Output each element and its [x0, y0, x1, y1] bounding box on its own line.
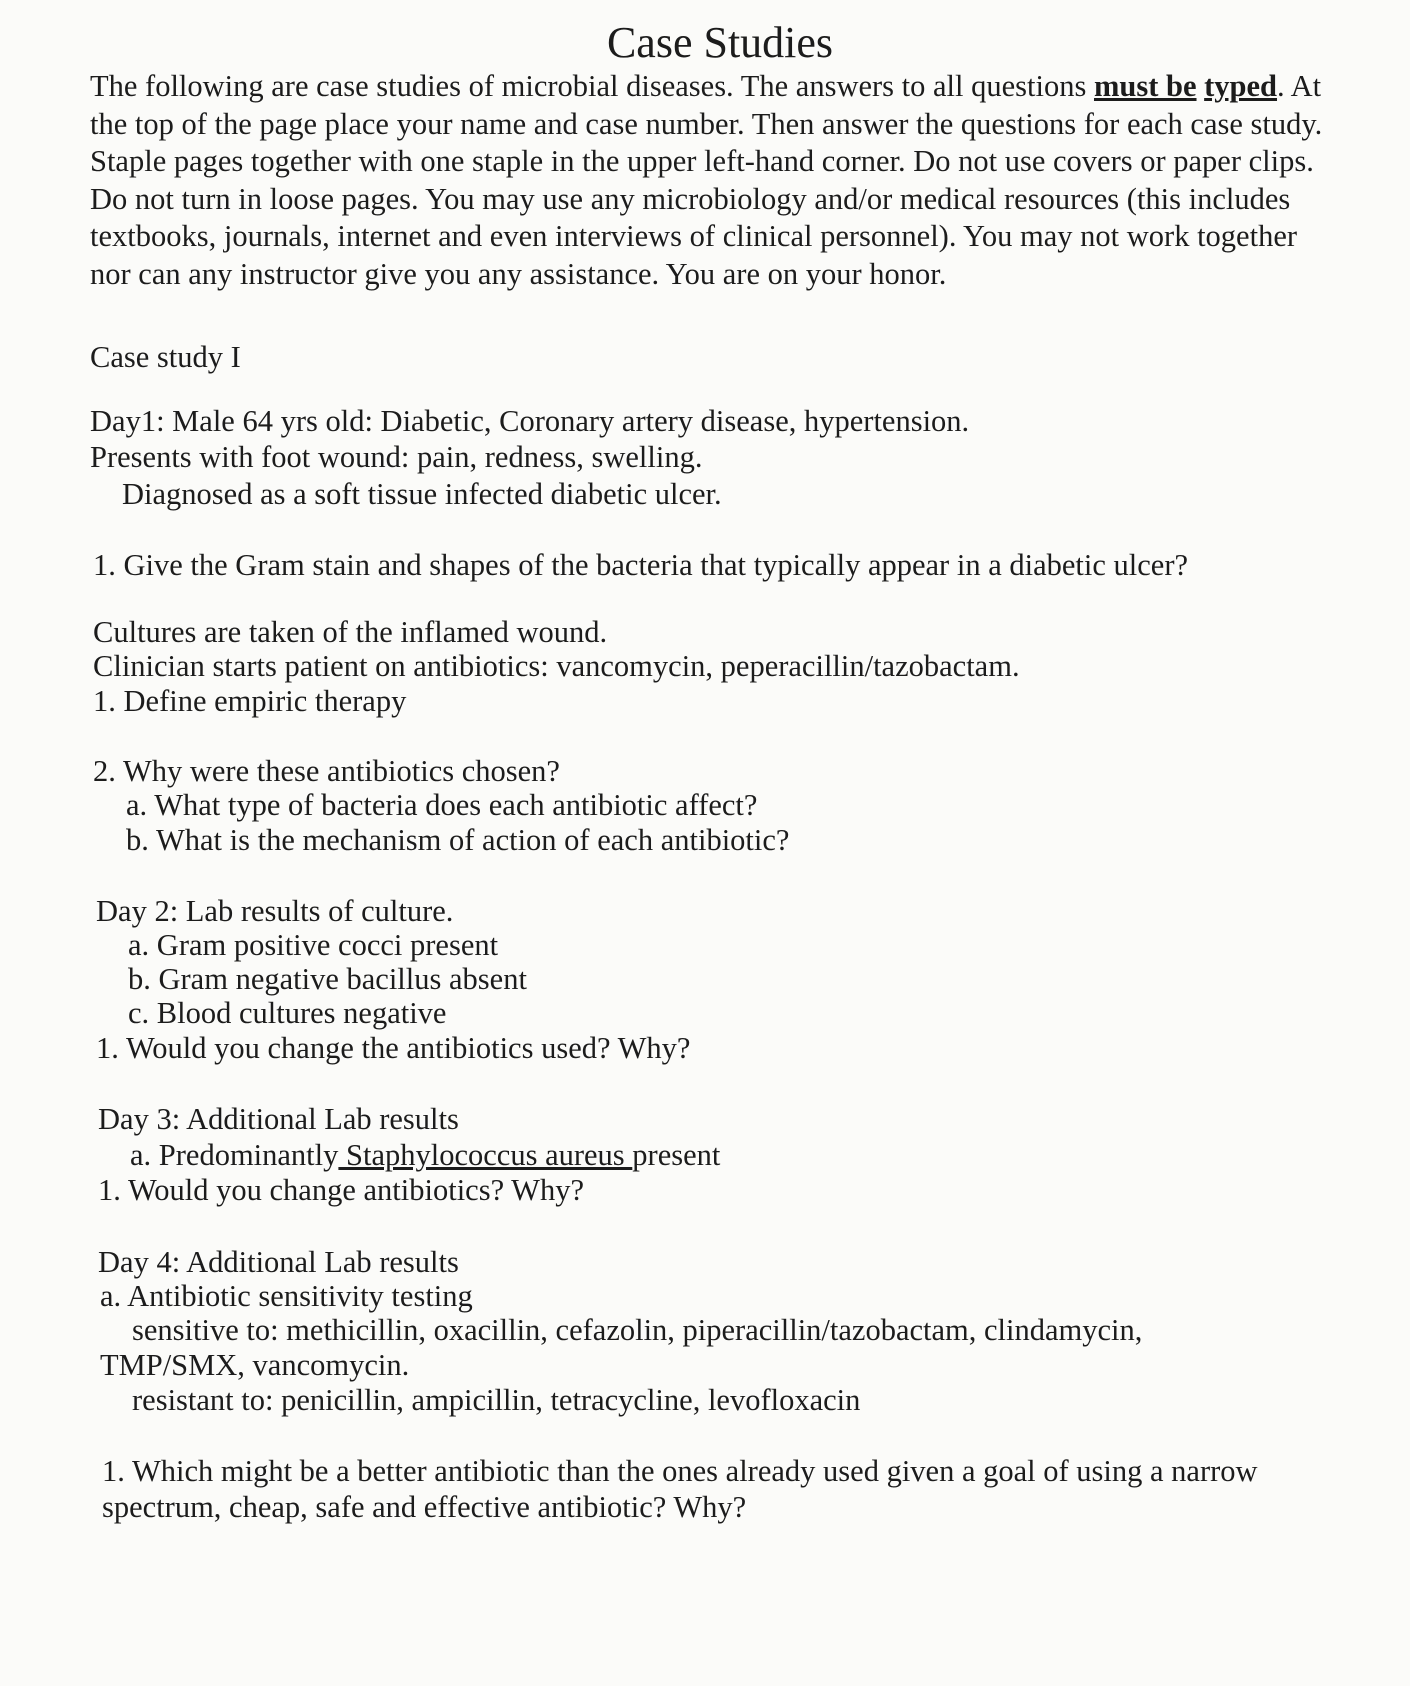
cultures-question-2: 2. Why were these antibiotics chosen?	[93, 754, 560, 788]
day2-item-c: c. Blood cultures negative	[128, 996, 447, 1030]
typed-emphasis: typed	[1204, 69, 1278, 103]
sensitivity-line1: sensitive to: methicillin, oxacillin, cefazolin, piperacillin/tazobactam, clindamycin,	[132, 1313, 1143, 1347]
page-title: Case Studies	[606, 18, 834, 67]
day3-heading: Day 3: Additional Lab results	[98, 1102, 459, 1136]
day3-item-a-suffix: present	[632, 1138, 721, 1172]
day4-item-a: a. Antibiotic sensitivity testing	[100, 1279, 473, 1313]
day1-question-1: 1. Give the Gram stain and shapes of the bacteria that typically appear in a diabetic ulcer?	[93, 548, 1189, 582]
cultures-question-2b: b. What is the mechanism of action of each antibiotic?	[126, 823, 790, 857]
day3-question-1: 1. Would you change antibiotics? Why?	[98, 1173, 585, 1207]
instructions-paragraph	[90, 68, 1345, 294]
cultures-line2: Clinician starts patient on antibiotics: vancomycin, peperacillin/tazobactam.	[93, 649, 1020, 683]
day1-line1: Day1: Male 64 yrs old: Diabetic, Coronary artery disease, hypertension.	[90, 404, 970, 438]
cultures-question-1: 1. Define empiric therapy	[93, 684, 407, 718]
day3-item-a	[130, 1137, 720, 1173]
day4-question-1-line1: 1. Which might be a better antibiotic than the ones already used given a goal of using a narrow	[102, 1454, 1258, 1488]
day2-heading: Day 2: Lab results of culture.	[96, 894, 454, 928]
cultures-line1: Cultures are taken of the inflamed wound.	[93, 615, 608, 649]
day2-item-a: a. Gram positive cocci present	[128, 928, 499, 962]
day4-heading: Day 4: Additional Lab results	[98, 1245, 459, 1279]
day2-item-b: b. Gram negative bacillus absent	[128, 962, 527, 996]
sensitivity-line2: TMP/SMX, vancomycin.	[100, 1348, 410, 1382]
resistance-line: resistant to: penicillin, ampicillin, tetracycline, levofloxacin	[132, 1383, 861, 1417]
must-be-emphasis: must be	[1093, 69, 1197, 103]
day4-question-1-line2: spectrum, cheap, safe and effective antibiotic? Why?	[102, 1490, 747, 1524]
case-heading: Case study I	[90, 340, 241, 374]
day1-line3: Diagnosed as a soft tissue infected diabetic ulcer.	[122, 477, 722, 511]
day1-line2: Presents with foot wound: pain, redness, swelling.	[90, 440, 703, 474]
intro-text-1: The following are case studies of microbial diseases. The answers to all questions	[90, 69, 1094, 103]
day2-question-1: 1. Would you change the antibiotics used? Why?	[96, 1031, 691, 1065]
intro-text-2: . At the top of the page place your name and case number. Then answer the questions for each case study. Staple pages together with one staple in the upper left-hand corner. Do not use covers or paper clips. Do not turn in loose pages. You may use any microbiology and/or medical resources (this includes textbooks, journals, internet and even interviews of clinical personnel). You may not work together nor can any instructor give you any assistance. You are on your honor.	[90, 69, 1323, 291]
cultures-question-2a: a. What type of bacteria does each antibiotic affect?	[126, 788, 758, 822]
day3-item-a-prefix: a. Predominantly	[130, 1138, 339, 1172]
organism-name: Staphylococcus aureus	[338, 1138, 633, 1172]
